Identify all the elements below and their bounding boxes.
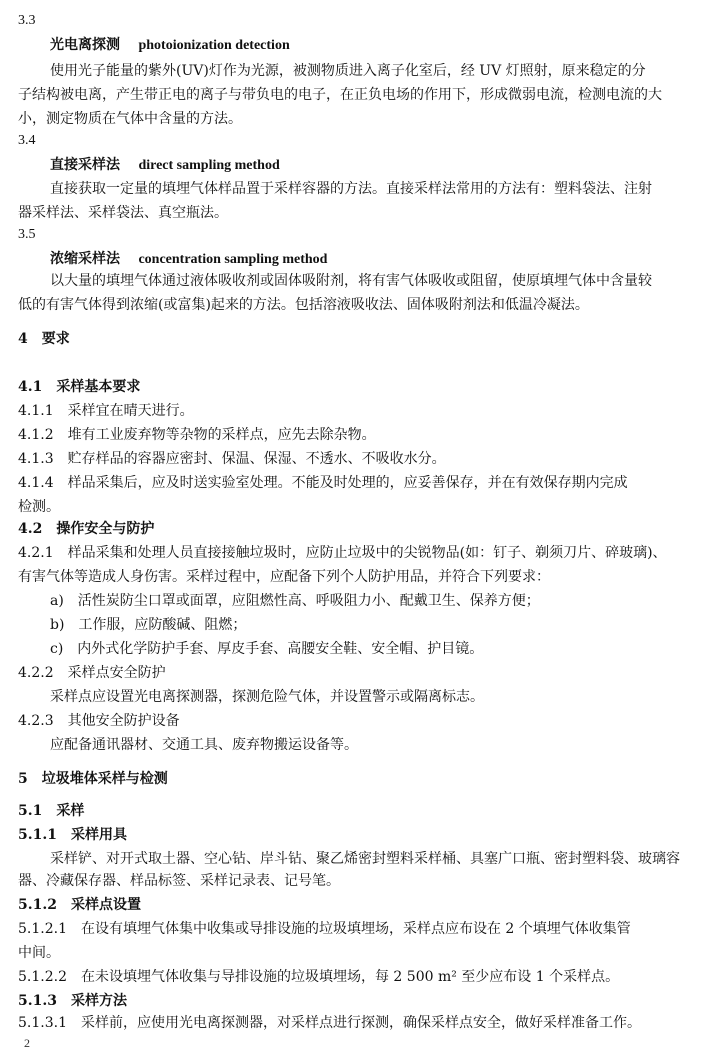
paragraph-line: 使用光子能量的紫外(UV)灯作为光源，被测物质进入离子化室后，经 UV 灯照射，原来稳定的分 (50, 63, 646, 79)
clause-line: 4.1.4 样品采集后，应及时送实验室处理。不能及时处理的，应妥善保存，并在有效保存期内完成 (18, 475, 628, 491)
chapter-heading: 5 垃圾堆体采样与检测 (18, 771, 168, 787)
term-zh: 直接采样法 (50, 157, 120, 173)
paragraph-line: 器、冷藏保存器、样品标签、采样记录表、记号笔。 (18, 873, 340, 889)
term-heading (50, 250, 327, 269)
section-heading: 4.1 采样基本要求 (18, 379, 141, 395)
paragraph-line: 低的有害气体得到浓缩(或富集)起来的方法。包括溶液吸收法、固体吸附剂法和低温冷凝法。 (18, 297, 589, 313)
paragraph-line: 子结构被电离，产生带正电的离子与带负电的电子，在正负电场的作用下，形成微弱电流，检测电流的大 (18, 87, 662, 103)
term-en: direct sampling method (138, 158, 280, 173)
term-heading (50, 36, 290, 55)
subsection-heading: 5.1.2 采样点设置 (18, 897, 141, 913)
term-en: photoionization detection (138, 38, 290, 53)
clause-line: 4.2.2 采样点安全防护 (18, 665, 166, 681)
paragraph-line: 直接获取一定量的填埋气体样品置于采样容器的方法。直接采样法常用的方法有：塑料袋法、注射 (50, 181, 652, 197)
paragraph-line: 采样点应设置光电离探测器，探测危险气体，并设置警示或隔离标志。 (50, 689, 484, 705)
list-item: b) 工作服，应防酸碱、阻燃； (50, 617, 247, 633)
clause-line: 检测。 (18, 499, 60, 515)
clause-line: 4.1.1 采样宜在晴天进行。 (18, 403, 194, 419)
paragraph-line: 小，测定物质在气体中含量的方法。 (18, 111, 242, 127)
list-item: a) 活性炭防尘口罩或面罩，应阻燃性高、呼吸阻力小、配戴卫生、保养方便； (50, 593, 540, 609)
paragraph-line: 器采样法、采样袋法、真空瓶法。 (18, 205, 228, 221)
subsection-heading: 5.1.3 采样方法 (18, 993, 127, 1009)
clause-line: 有害气体等造成人身伤害。采样过程中，应配备下列个人防护用品，并符合下列要求： (18, 569, 550, 585)
paragraph-line: 应配备通讯器材、交通工具、废弃物搬运设备等。 (50, 737, 358, 753)
term-en: concentration sampling method (138, 252, 328, 267)
clause-line: 4.1.2 堆有工业废弃物等杂物的采样点，应先去除杂物。 (18, 427, 376, 443)
page-number: 2 (24, 1036, 30, 1050)
clause-line: 5.1.3.1 采样前，应使用光电离探测器，对采样点进行探测，确保采样点安全，做好采样准备工作。 (18, 1015, 641, 1031)
clause-line: 4.2.3 其他安全防护设备 (18, 713, 180, 729)
term-zh: 光电离探测 (50, 37, 120, 53)
clause-line: 4.1.3 贮存样品的容器应密封、保温、保湿、不透水、不吸收水分。 (18, 451, 446, 467)
clause-number: 3.4 (18, 133, 36, 148)
section-heading: 4.2 操作安全与防护 (18, 521, 155, 537)
clause-line: 4.2.1 样品采集和处理人员直接接触垃圾时，应防止垃圾中的尖锐物品(如：钉子、剃须刀片、碎玻璃)、 (18, 545, 667, 561)
paragraph-line: 以大量的填埋气体通过液体吸收剂或固体吸附剂，将有害气体吸收或阻留，使原填埋气体中含量较 (50, 273, 652, 289)
clause-number: 3.5 (18, 227, 36, 242)
paragraph-line: 采样铲、对开式取土器、空心钻、岸斗钻、聚乙烯密封塑料采样桶、具塞广口瓶、密封塑料袋、玻璃容 (50, 851, 680, 867)
clause-line: 5.1.2.2 在未设填埋气体收集与导排设施的垃圾填埋场，每 2 500 m² 至少应布设 1 个采样点。 (18, 969, 620, 985)
term-zh: 浓缩采样法 (50, 251, 120, 267)
clause-number: 3.3 (18, 13, 36, 28)
chapter-heading: 4 要求 (18, 331, 70, 347)
clause-line: 5.1.2.1 在设有填埋气体集中收集或导排设施的垃圾填埋场，采样点应布设在 2 个填埋气体收集管 (18, 921, 631, 937)
clause-line: 中间。 (18, 945, 60, 961)
section-heading: 5.1 采样 (18, 803, 85, 819)
subsection-heading: 5.1.1 采样用具 (18, 827, 127, 843)
list-item: c) 内外式化学防护手套、厚皮手套、高腰安全鞋、安全帽、护目镜。 (50, 641, 484, 657)
term-heading (50, 156, 280, 175)
